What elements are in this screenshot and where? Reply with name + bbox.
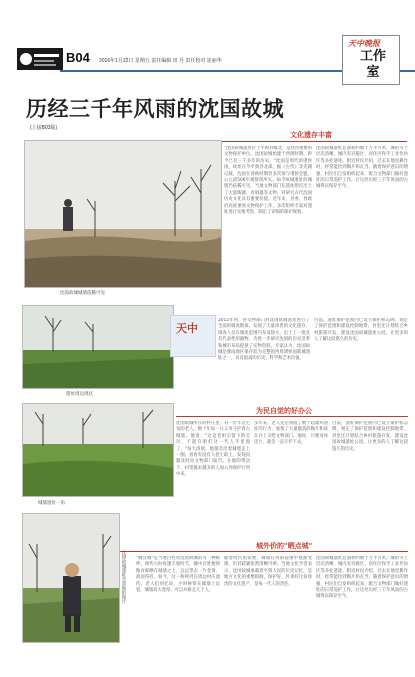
photo-wall-corner — [22, 403, 174, 497]
body-col-3a: 沈国故城所在的村庄里，有一位年近七旬的老人，数十年如一日义务守护着古城墙。他说："这是老祖宗留下的宝贝，不能在咱们这一代人手里毁了。"每天清晨，他都会沿着城墙走上一圈，看看有没有人挖土取土，发现问题及时向文物部门报告。在他的带动下，村里越来越多的人加入到保护行列中来。 — [176, 421, 250, 478]
page-header — [0, 0, 415, 80]
section-name: 工作室 — [359, 49, 386, 80]
page-number: B04 — [66, 50, 90, 65]
section-rule-1 — [222, 141, 407, 142]
body-col-4a: "晒点城"是当地百姓对沈国故城的另一种称呼。相传古时每逢丰收时节，城中百姓便将粮食晾晒在城墙之上，远远望去一片金黄，故而得名。如今，这一称呼仍在周边村庄流传。老人们回忆说，小时候常在城墙上玩耍，城墙高大宽厚，可以并排走几个人。 — [136, 556, 220, 594]
section-header-1: 文化遗存丰富 — [290, 131, 332, 139]
body-col-2a: 2015年初，县文物部门对沈国故城遗址进行了全面的调查勘探，发现了大量珍贵的文化遗存。调查人员在城址范围内布设探方，出土了一批具有代表性的器物，为进一步研究沈国的历史沿革和城市布局提供了实物资料。专家认为，沈国故城是豫南地区保存较为完整的西周诸侯国都城遗址之一，具有很高的历史、科学和艺术价值。 — [218, 318, 310, 362]
brand-name: 天中晚报 — [348, 38, 380, 48]
headline: 历经三千年风雨的沈国故城 — [26, 97, 284, 121]
section-header-2: 为民自觉的好办公 — [256, 407, 312, 415]
body-col-3b: 多年来，老人先后劝阻了数十起破坏遗址的行为，收集了大量散落的陶片和砖瓦并上交给文物部门。他说，只要身体还行，就会一直守护下去。 — [254, 421, 328, 446]
body-col-1a: "沈国故城遗址位于平舆县城北，是我县重要的文物保护单位。沈国故城始建于西周时期，距今已有三千多年的历史。"沈国是周代的诸侯国，故址在今平舆县北部。据《左传》等史籍记载，沈国在春秋时期曾多次参与诸侯会盟，公元前506年被蔡国所灭。如今故城遗址的城墙仍依稀可见，当地文物部门在遗址附近出土了大量陶器、青铜器等文物，对研究古代沈国历史文化具有重要价值。近年来，县委、县政府高度重视文物保护工作，多次组织专家对遗址进行实地考察，制定了详细的保护规划。 — [224, 146, 312, 216]
dateline: 2016年1月22日 星期五 责任编辑 田 丹 责任校对 崔丽华 — [99, 58, 222, 64]
photo-site-surroundings — [22, 305, 174, 389]
masthead-logo — [17, 48, 63, 70]
photo-guardian — [22, 513, 120, 643]
caption-3: 城墙遗址一角 — [38, 500, 65, 505]
photo-city-wall — [24, 140, 222, 288]
caption-2: 遗址周边现状 — [66, 391, 93, 396]
body-col-1b: 沈国故城遗址总面积约数十万平方米，城垣夯土层次清晰，城内有宫殿区、居住区和手工业作坊区等多处遗迹。附近村民介绍，过去在地里耕作时，经常能捡到陶片和瓦当。随着保护意识的增强，村民们自发组织起来，配合文物部门做好遗址的日常巡护工作，让这处历经三千年风雨的古城得以保存至今。 — [316, 146, 408, 190]
section-rule-3 — [120, 551, 408, 552]
body-col-4b: 随着时代的发展，城墙在风雨侵蚀中逐渐变矮，但其轮廓依然清晰可辨。当地文化学者表示，沈国故城承载着平舆人民的历史记忆，是地方文化的重要根脉，保护好、传承好这份珍贵的文化遗产，是每一代人的责任。 — [224, 556, 312, 587]
stamp-mark: 天中 — [176, 322, 198, 335]
body-col-4c: 沈国故城遗址总面积约数十万平方米，城垣夯土层次清晰，城内有宫殿区、居住区和手工业作坊区等多处遗迹。附近村民介绍，过去在地里耕作时，经常能捡到陶片和瓦当。随着保护意识的增强，村民们自发组织起来，配合文物部门做好遗址的日常巡护工作，让这处历经三千年风雨的古城得以保存至今。 — [316, 556, 408, 600]
section-rule-2 — [176, 416, 408, 417]
caption-4: 沈国故城遗址全景航拍图片 — [122, 550, 127, 604]
section-header-3: 城外价的"晒点城" — [256, 542, 313, 550]
body-col-3c: 目前，遗址保护范围内已设立保护标志碑，划定了保护范围和建设控制地带。县里还计划结合乡村旅游开发，建设沈国故城遗址公园，让更多的人了解这段悠久的历史。 — [332, 421, 408, 452]
body-col-2b: 目前，遗址保护范围内已设立保护标志碑，划定了保护范围和建设控制地带。县里还计划结合乡村旅游开发，建设沈国故城遗址公园，让更多的人了解这段悠久的历史。 — [314, 318, 408, 343]
caption-1: 沈国故城城墙依稀可见 — [60, 290, 105, 295]
byline: (上接B03版) — [30, 125, 58, 131]
